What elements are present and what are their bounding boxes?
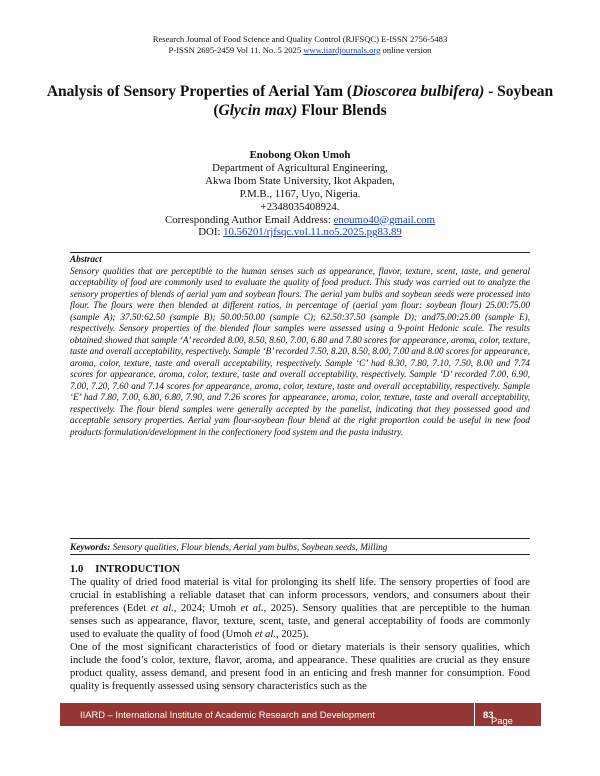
keywords-label: Keywords:: [70, 543, 111, 553]
title-species-1: Dioscorea bulbifera): [352, 83, 485, 100]
et-al: et al.: [240, 603, 264, 614]
page-number-value: 83: [483, 709, 494, 720]
keywords-bottom-rule: [70, 554, 530, 555]
introduction-section: [70, 563, 530, 693]
paper-title: [40, 82, 560, 120]
author-phone: +2348035408924.: [260, 200, 340, 213]
intro-paragraph-2: One of the most significant characteristics of food or dietary materials is their sensory qualities, which include the food’s color, texture, flavor, aroma, and appearance. These qualities are crucial as they ensure product quality, assess demand, and present food in an enticing and fresh manner for consumption. Food quality is frequently assessed using sensory characteristics such as the: [70, 642, 530, 692]
et-al: et al.: [150, 603, 174, 614]
abstract: [70, 254, 530, 438]
author-name: Enobong Okon Umoh: [249, 149, 351, 161]
email-link[interactable]: enoumo40@gmail.com: [333, 213, 435, 226]
page-number-box: [474, 703, 527, 726]
abstract-top-rule: [70, 252, 530, 253]
page-footer: [60, 703, 541, 726]
title-species-2: Glycin max): [218, 102, 298, 119]
author-address: P.M.B., 1167, Uyo, Nigeria.: [239, 187, 361, 200]
author-block: [0, 149, 600, 239]
doi-link[interactable]: 10.56201/rjfsqc.vol.11.no5.2025.pg83.89: [223, 226, 402, 239]
section-heading: [70, 563, 530, 576]
et-al: et al.: [254, 629, 276, 640]
abstract-bottom-rule: [70, 538, 530, 539]
author-university: Akwa Ibom State University, Ikot Akpaden,: [205, 174, 395, 187]
abstract-label: Abstract: [70, 254, 102, 264]
keywords: [70, 543, 530, 553]
intro-text: , 2025). Sensory qualities that are perceptible to the human senses such as appearance, flavor, texture, scent, taste, and general acceptability of foods are commonly used to evaluate the quality of food (Umoh: [70, 603, 530, 640]
intro-paragraph-1: [70, 576, 530, 641]
section-number: 1.0: [70, 564, 84, 575]
author-department: Department of Agricultural Engineering,: [212, 161, 388, 174]
doi-line: [0, 226, 600, 239]
title-part: Analysis of Sensory Properties of Aerial Yam (: [46, 83, 353, 100]
journal-header: [0, 34, 600, 56]
title-part: - Soybean (: [213, 83, 554, 119]
page-label: Page: [491, 715, 513, 726]
page-number: [483, 709, 513, 726]
footer-organization: IIARD – International Institute of Academic Research and Development: [80, 709, 375, 720]
doi-label: DOI:: [198, 226, 224, 239]
online-version-text: online version: [380, 45, 432, 55]
keywords-text: Sensory qualities, Flour blends, Aerial yam bulbs, Soybean seeds, Milling: [110, 543, 388, 553]
email-label: Corresponding Author Email Address:: [165, 213, 334, 226]
title-part: Flour Blends: [297, 102, 387, 119]
intro-text: , 2025).: [275, 629, 309, 640]
section-title: INTRODUCTION: [95, 564, 181, 575]
intro-text: , 2024; Umoh: [173, 603, 241, 614]
journal-header-line1: Research Journal of Food Science and Quality Control (RJFSQC) E-ISSN 2756-5483: [152, 34, 448, 44]
abstract-text: Sensory qualities that are perceptible to the human senses such as appearance, flavor, texture, scent, taste, and general acceptability of food are commonly used to evaluate the quality of food product. This study was carried out to analyze the sensory properties of blends of aerial yam and soybean flours. The aerial yam bulbs and soybean seeds were processed into flour. The flours were then blended at different ratios, in percentage of (aerial yam flour: soybean flour) 25.00:75.00 (sample A); 37.50:62.50 (sample B); 50.00:50.00 (sample C); 62.50:37.50 (sample D); and75.00:25.00 (sample E), respectively. Sensory properties of the blended flour samples were assessed using a 9-point Hedonic scale. The results obtained showed that sample ‘A’ recorded 8.00, 8.50, 8.60, 7.00, 6.80 and 7.80 scores for appearance, aroma, color, texture, taste and overall acceptability, respectively. Sample ‘B’ recorded 7.50, 8.20, 8.50, 8.00, 7.00 and 8.00 scores for appearance, aroma, color, texture, taste and overall acceptability, respectively. Sample ‘C’ had 8.30, 7.80, 7.10, 7.50, 8.00 and 7.74 scores for appearance, aroma, color, texture, taste and overall acceptability, respectively. Sample ‘D’ recorded 7.00, 6.90, 7.00, 7.20, 7.60 and 7.14 scores for appearance, aroma, color, texture, taste and overall acceptability, respectively. Sample ‘E’ had 7.80, 7.00, 6.80, 6.80, 7.90, and 7.26 scores for appearance, aroma, color, texture, taste and overall acceptability, respectively. The flour blend samples were generally accepted by the panelist, indicating that they possessed good and acceptable sensory properties. Aerial yam flour-soybean flour blend at the right proportion could be useful in new food products formulation/development in the confectionery food system and the pasta industry.: [70, 265, 530, 437]
issn-volume-text: P-ISSN 2695-2459 Vol 11. No. 5 2025: [168, 45, 304, 55]
journal-website-link[interactable]: www.iiardjournals.org: [303, 45, 381, 55]
journal-header-line2: [0, 45, 600, 56]
intro-text: The quality of dried food material is vital for prolonging its shelf life. The sensory properties of food are crucial in establishing a reliable dataset that can inform processors, vendors, and consumers about their preferences (Edet: [70, 577, 530, 614]
corresponding-email: [0, 214, 600, 227]
